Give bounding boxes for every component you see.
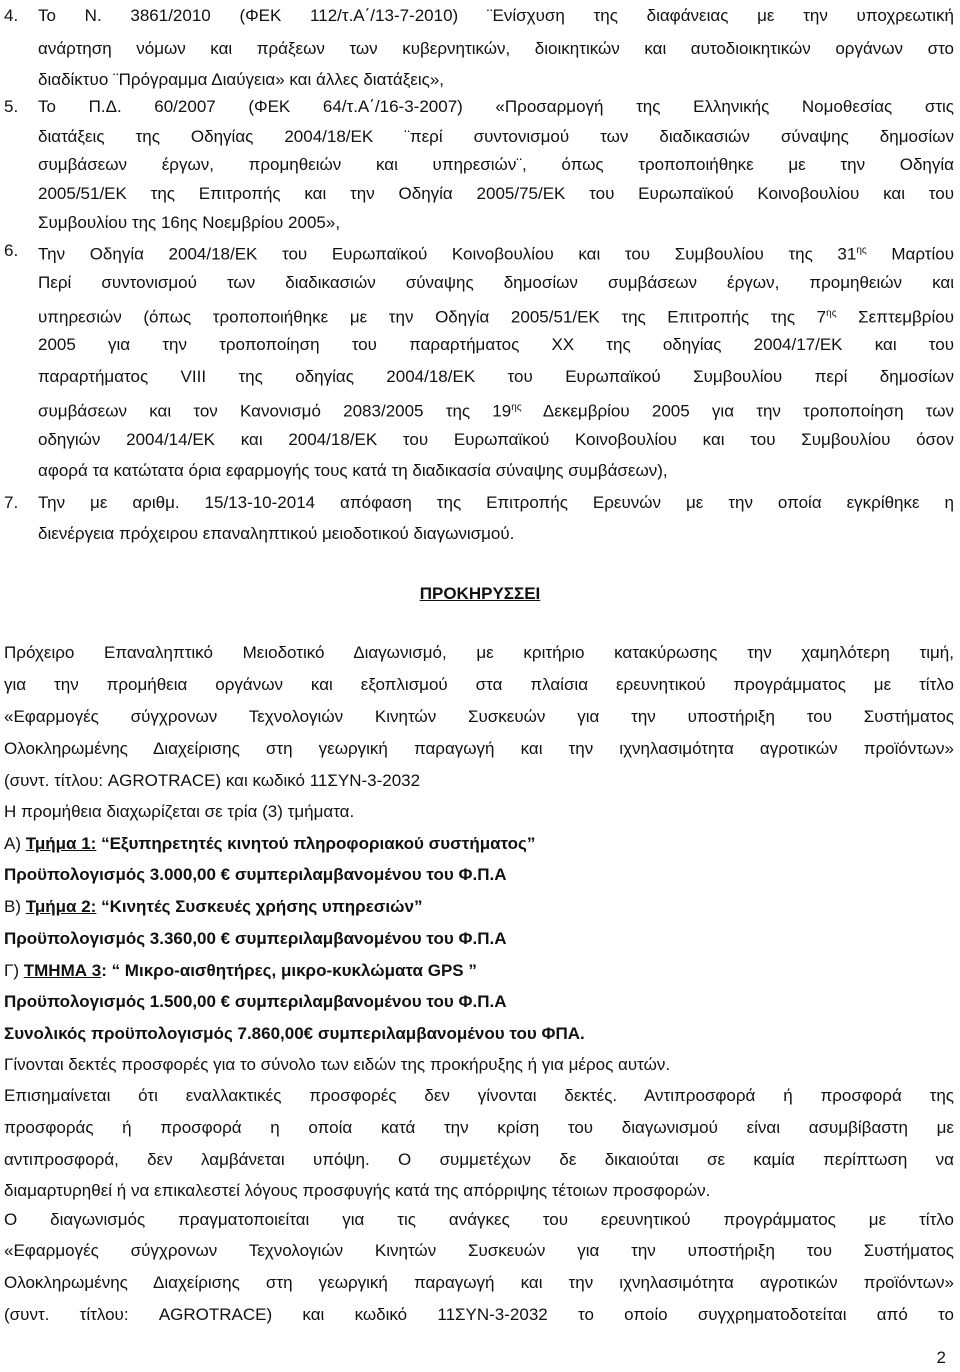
total-budget: Συνολικός προϋπολογισμός 7.860,00€ συμπεριλαμβανομένου του ΦΠΑ. xyxy=(4,1024,585,1043)
body-line-1: Γίνονται δεκτές προσφορές για το σύνολο των ειδών της προκήρυξης ή για μέρος αυτών. xyxy=(4,1055,671,1074)
item-5-line-2: διατάξεις της Οδηγίας 2004/18/ΕΚ ¨περί συντονισμού των διαδικασιών σύναψης δημοσίων xyxy=(38,127,954,146)
item-number-6: 6. xyxy=(4,241,19,260)
lot-3-tag: ΤΜΗΜΑ 3 xyxy=(23,961,102,980)
intro-line-1: Πρόχειρο Επαναληπτικό Μειοδοτικό Διαγωνισμό, με κριτήριο κατακύρωσης την χαμηλότερη τιμή, xyxy=(4,643,954,662)
item-6-line-3 xyxy=(38,303,954,329)
item-6-line-3-text: υπηρεσιών (όπως τροποποιήθηκε με την Οδηγία 2005/51/ΕΚ της Επιτροπής της 7 xyxy=(38,307,827,327)
lot-2-tag: Τμήμα 2: xyxy=(25,897,97,916)
item-number-7: 7. xyxy=(4,493,19,512)
intro-line-5: (συντ. τίτλου: AGROTRACE) και κωδικό 11ΣΥΝ-3-2032 xyxy=(4,771,421,790)
item-6-line-3-tail: Σεπτεμβρίου xyxy=(836,307,954,327)
lot-2-title xyxy=(4,896,954,918)
item-6-line-4: 2005 για την τροποποίηση του παραρτήματος XX της οδηγίας 2004/17/ΕΚ και του xyxy=(38,335,954,354)
item-6-line-6-tail: Δεκεμβρίου 2005 για την τροποποίηση των xyxy=(521,401,954,421)
item-6-line-1 xyxy=(38,240,954,266)
item-number-4: 4. xyxy=(4,6,19,25)
body-line-7: «Εφαρμογές σύγχρονων Τεχνολογιών Κινητών Συσκευών για την υποστήριξη του Συστήματος xyxy=(4,1241,954,1260)
item-5-line-1: Το Π.Δ. 60/2007 (ΦΕΚ 64/τ.Α΄/16-3-2007) «Προσαρμογή της Ελληνικής Νομοθεσίας στις xyxy=(38,97,954,116)
lot-1-title xyxy=(4,833,954,855)
body-line-2: Επισημαίνεται ότι εναλλακτικές προσφορές δεν γίνονται δεκτές. Αντιπροσφορά ή προσφορά της xyxy=(4,1086,954,1105)
body-line-5: διαμαρτυρηθεί ή να επικαλεστεί λόγους προσφυγής κατά της απόρριψης τέτοιων προσφορών. xyxy=(4,1181,711,1200)
lot-1-budget: Προϋπολογισμός 3.000,00 € συμπεριλαμβανομένου του Φ.Π.Α xyxy=(4,865,507,884)
lot-2-prefix: Β) xyxy=(4,897,26,916)
lot-3-name: : “ Μικρο-αισθητήρες, μικρο-κυκλώματα GPS ” xyxy=(101,961,477,980)
item-6-line-6 xyxy=(38,397,954,423)
section-heading: ΠΡΟΚΗΡΥΣΣΕΙ xyxy=(419,584,541,603)
body-line-8: Ολοκληρωμένης Διαχείρισης στη γεωργική παραγωγή και την ιχνηλασιμότητα αγροτικών προϊόντων» xyxy=(4,1273,954,1292)
item-6-line-2: Περί συντονισμού των διαδικασιών σύναψης δημοσίων συμβάσεων έργων, προμηθειών και xyxy=(38,273,954,292)
intro-line-6: Η προμήθεια διαχωρίζεται σε τρία (3) τμήματα. xyxy=(4,802,355,821)
lot-1-tag: Τμήμα 1: xyxy=(25,834,97,853)
item-5-line-3: συμβάσεων έργων, προμηθειών και υπηρεσιών¨, όπως τροποποιήθηκε με την Οδηγία xyxy=(38,155,954,174)
body-line-3: προσφοράς ή προσφορά η οποία κατά την κρίση του διαγωνισμού είναι ασυμβίβαστη με xyxy=(4,1118,954,1137)
item-6-line-8: αφορά τα κατώτατα όρια εφαρμογής τους κατά τη διαδικασία σύναψης συμβάσεων), xyxy=(38,461,668,480)
item-4-line-3: διαδίκτυο ¨Πρόγραμμα Διαύγεια» και άλλες διατάξεις», xyxy=(38,70,445,89)
lot-2-budget: Προϋπολογισμός 3.360,00 € συμπεριλαμβανομένου του Φ.Π.Α xyxy=(4,929,507,948)
lot-3-prefix: Γ) xyxy=(4,961,24,980)
lot-1-prefix: Α) xyxy=(4,834,26,853)
item-6-line-5: παραρτήματος VIII της οδηγίας 2004/18/ΕΚ του Ευρωπαϊκού Συμβουλίου περί δημοσίων xyxy=(38,367,954,386)
item-6-line-6-superscript: ης xyxy=(511,402,522,413)
item-5-line-4: 2005/51/ΕΚ της Επιτροπής και την Οδηγία 2005/75/ΕΚ του Ευρωπαϊκού Κοινοβουλίου και του xyxy=(38,184,954,203)
item-4-line-1: Το Ν. 3861/2010 (ΦΕΚ 112/τ.Α΄/13-7-2010) ¨Ενίσχυση της διαφάνειας με την υποχρεωτική xyxy=(38,6,954,25)
item-6-line-1-superscript: ης xyxy=(856,245,867,256)
item-6-line-7: οδηγιών 2004/14/ΕΚ και 2004/18/ΕΚ του Ευρωπαϊκού Κοινοβουλίου και του Συμβουλίου όσον xyxy=(38,430,954,449)
lot-3-budget: Προϋπολογισμός 1.500,00 € συμπεριλαμβανομένου του Φ.Π.Α xyxy=(4,992,507,1011)
lot-3-title xyxy=(4,960,954,982)
intro-line-3: «Εφαρμογές σύγχρονων Τεχνολογιών Κινητών Συσκευών για την υποστήριξη του Συστήματος xyxy=(4,707,954,726)
item-7-line-2: διενέργεια πρόχειρου επαναληπτικού μειοδοτικού διαγωνισμού. xyxy=(38,524,515,543)
intro-line-4: Ολοκληρωμένης Διαχείρισης στη γεωργική παραγωγή και την ιχνηλασιμότητα αγροτικών προϊόντων» xyxy=(4,739,954,758)
body-line-6: Ο διαγωνισμός πραγματοποιείται για τις ανάγκες του ερευνητικού προγράμματος με τίτλο xyxy=(4,1210,954,1229)
item-6-line-6-text: συμβάσεων και τον Κανονισμό 2083/2005 της 19 xyxy=(38,401,512,421)
lot-2-name: “Κινητές Συσκευές χρήσης υπηρεσιών” xyxy=(96,897,423,916)
intro-line-2: για την προμήθεια οργάνων και εξοπλισμού στα πλαίσια ερευνητικού προγράμματος με τίτλο xyxy=(4,675,954,694)
item-7-line-1: Την με αριθμ. 15/13-10-2014 απόφαση της Επιτροπής Ερευνών με την οποία εγκρίθηκε η xyxy=(38,493,954,512)
item-6-line-3-superscript: ης xyxy=(826,308,837,319)
page-number: 2 xyxy=(936,1348,946,1367)
item-number-5: 5. xyxy=(4,97,19,116)
item-4-line-2: ανάρτηση νόμων και πράξεων των κυβερνητικών, διοικητικών και αυτοδιοικητικών οργάνων στο xyxy=(38,39,954,58)
lot-1-name: “Εξυπηρετητές κινητού πληροφοριακού συστήματος” xyxy=(96,834,536,853)
item-6-line-1-text: Την Οδηγία 2004/18/ΕΚ του Ευρωπαϊκού Κοινοβουλίου και του Συμβουλίου της 31 xyxy=(38,244,857,264)
body-line-4: αντιπροσφορά, δεν λαμβάνεται υπόψη. Ο συμμετέχων δε δικαιούται σε καμία περίπτωση να xyxy=(4,1150,954,1169)
body-line-9: (συντ. τίτλου: AGROTRACE) και κωδικό 11ΣΥΝ-3-2032 το οποίο συγχρηματοδοτείται από το xyxy=(4,1305,954,1324)
item-6-line-1-tail: Μαρτίου xyxy=(866,244,954,264)
item-5-line-5: Συμβουλίου της 16ης Νοεμβρίου 2005», xyxy=(38,213,341,232)
